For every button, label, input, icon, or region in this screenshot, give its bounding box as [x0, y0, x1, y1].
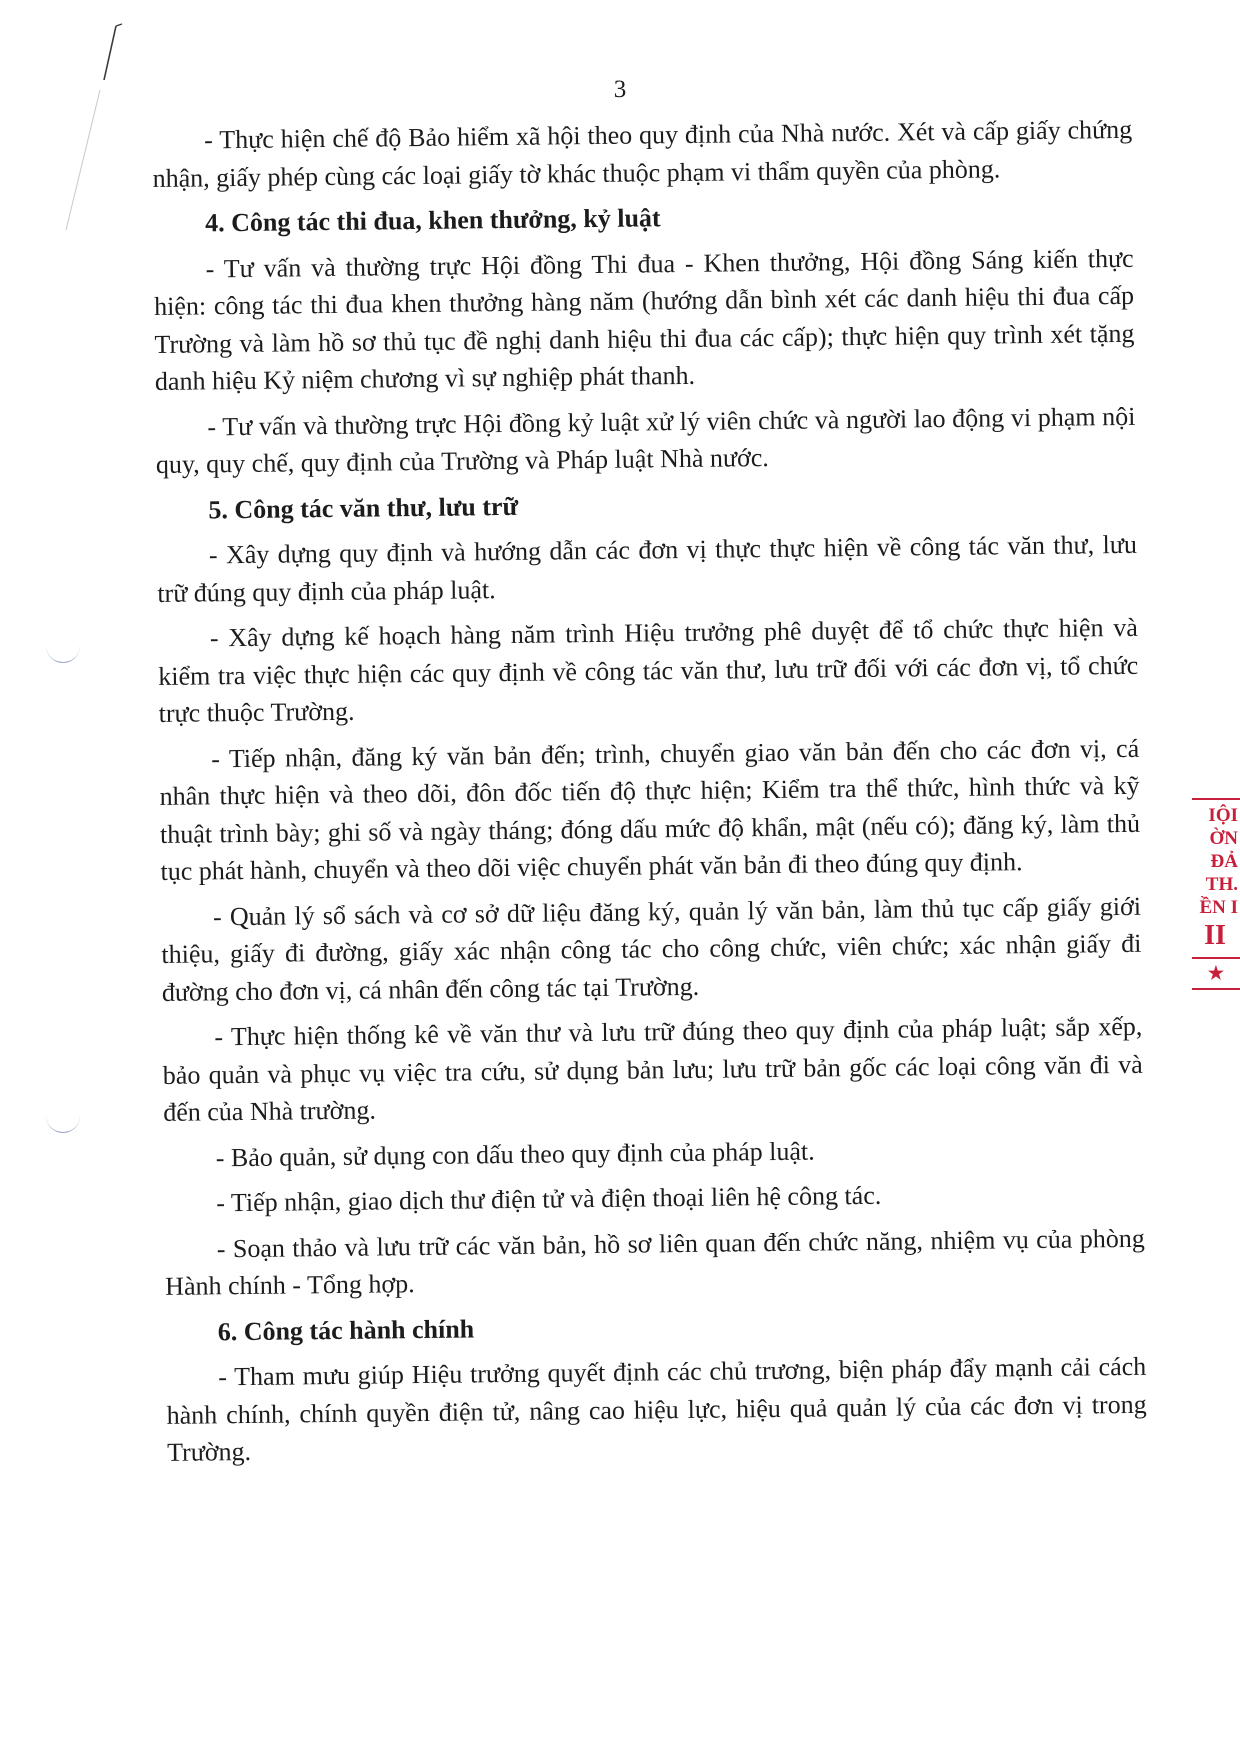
paragraph: - Thực hiện thống kê về văn thư và lưu trữ đúng theo quy định của pháp luật; sắp xếp, bảo quản và phục vụ việc tra cứu, sử dụng bản lưu; lưu trữ bản gốc các loại công văn đi và đến của Nhà trường.	[162, 1011, 1143, 1127]
paragraph: - Tư vấn và thường trực Hội đồng Thi đua - Khen thưởng, Hội đồng Sáng kiến thực hiện: công tác thi đua khen thưởng hàng năm (hướng dẫn bình xét các danh hiệu thi đua cấp Trường và làm hồ sơ thủ tục đề nghị danh hiệu thi đua các cấp); thực hiện quy trình xét tặng danh hiệu Kỷ niệm chương vì sự nghiệp phát thanh.	[153, 243, 1135, 396]
paragraph: - Thực hiện chế độ Bảo hiểm xã hội theo quy định của Nhà nước. Xét và cấp giấy chứng nhận, giấy phép cùng các loại giấy tờ khác thuộc phạm vi thẩm quyền của phòng.	[152, 114, 1133, 193]
page-number: 3	[613, 76, 627, 103]
punch-hole-mark	[46, 1110, 80, 1133]
red-seal-stamp	[1192, 794, 1240, 1014]
stamp-text: ỜN	[1209, 828, 1238, 849]
paragraph: - Bảo quản, sử dụng con dấu theo quy định của pháp luật.	[215, 1136, 815, 1172]
section-heading: 6. Công tác hành chính	[217, 1313, 475, 1346]
paragraph: - Tiếp nhận, đăng ký văn bản đến; trình, chuyển giao văn bản đến cho các đơn vị, cá nhân thực hiện và theo dõi, đôn đốc tiến độ thực hiện; Kiểm tra thể thức, hình thức và kỹ thuật trình bày; ghi số và ngày tháng; đóng dấu mức độ khẩn, mật (nếu có); đăng ký, làm thủ tục phát hành, chuyển và theo dõi việc chuyển phát văn bản đi theo đúng quy định.	[159, 733, 1141, 886]
stamp-rule	[1192, 798, 1240, 800]
paragraph: - Tham mưu giúp Hiệu trưởng quyết định các chủ trương, biện pháp đẩy mạnh cải cách hành chính, chính quyền điện tử, nâng cao hiệu lực, hiệu quả quản lý của các đơn vị trong Trường.	[166, 1351, 1147, 1467]
stamp-text: TH.	[1205, 874, 1238, 895]
section-heading: 5. Công tác văn thư, lưu trữ	[208, 491, 519, 524]
stamp-rule	[1192, 957, 1240, 959]
paragraph: - Xây dựng quy định và hướng dẫn các đơn vị thực thực hiện về công tác văn thư, lưu trữ đúng quy định của pháp luật.	[157, 529, 1138, 608]
star-icon: ★	[1207, 963, 1225, 983]
paragraph: - Quản lý sổ sách và cơ sở dữ liệu đăng ký, quản lý văn bản, làm thủ tục cấp giấy giới thiệu, giấy đi đường, giấy xác nhận công tác cho công chức, viên chức; xác nhận giấy đi đường cho đơn vị, cá nhân đến công tác tại Trường.	[161, 891, 1142, 1007]
document-body	[152, 111, 1147, 1480]
punch-hole-mark	[46, 640, 80, 663]
paragraph: - Tư vấn và thường trực Hội đồng kỷ luật xử lý viên chức và người lao động vi phạm nội quy, quy chế, quy định của Trường và Pháp luật Nhà nước.	[155, 401, 1136, 479]
paragraph: - Xây dựng kế hoạch hàng năm trình Hiệu trưởng phê duyệt để tổ chức thực hiện và kiểm tra việc thực hiện các quy định về công tác văn thư, lưu trữ đối với các đơn vị, tổ chức trực thuộc Trường.	[158, 612, 1139, 728]
stamp-text: II	[1204, 920, 1226, 951]
scan-pen-mark	[60, 20, 140, 240]
paragraph: - Tiếp nhận, giao dịch thư điện tử và điện thoại liên hệ công tác.	[216, 1180, 882, 1218]
stamp-rule	[1192, 988, 1240, 990]
stamp-text: IỘI	[1208, 805, 1238, 826]
section-heading: 4. Công tác thi đua, khen thưởng, kỷ luật	[204, 203, 661, 238]
stamp-text: ĐẢ	[1210, 851, 1238, 872]
stamp-text: ỀN I	[1199, 897, 1238, 918]
paragraph: - Soạn thảo và lưu trữ các văn bản, hồ sơ liên quan đến chức năng, nhiệm vụ của phòng Hành chính - Tổng hợp.	[165, 1223, 1145, 1301]
